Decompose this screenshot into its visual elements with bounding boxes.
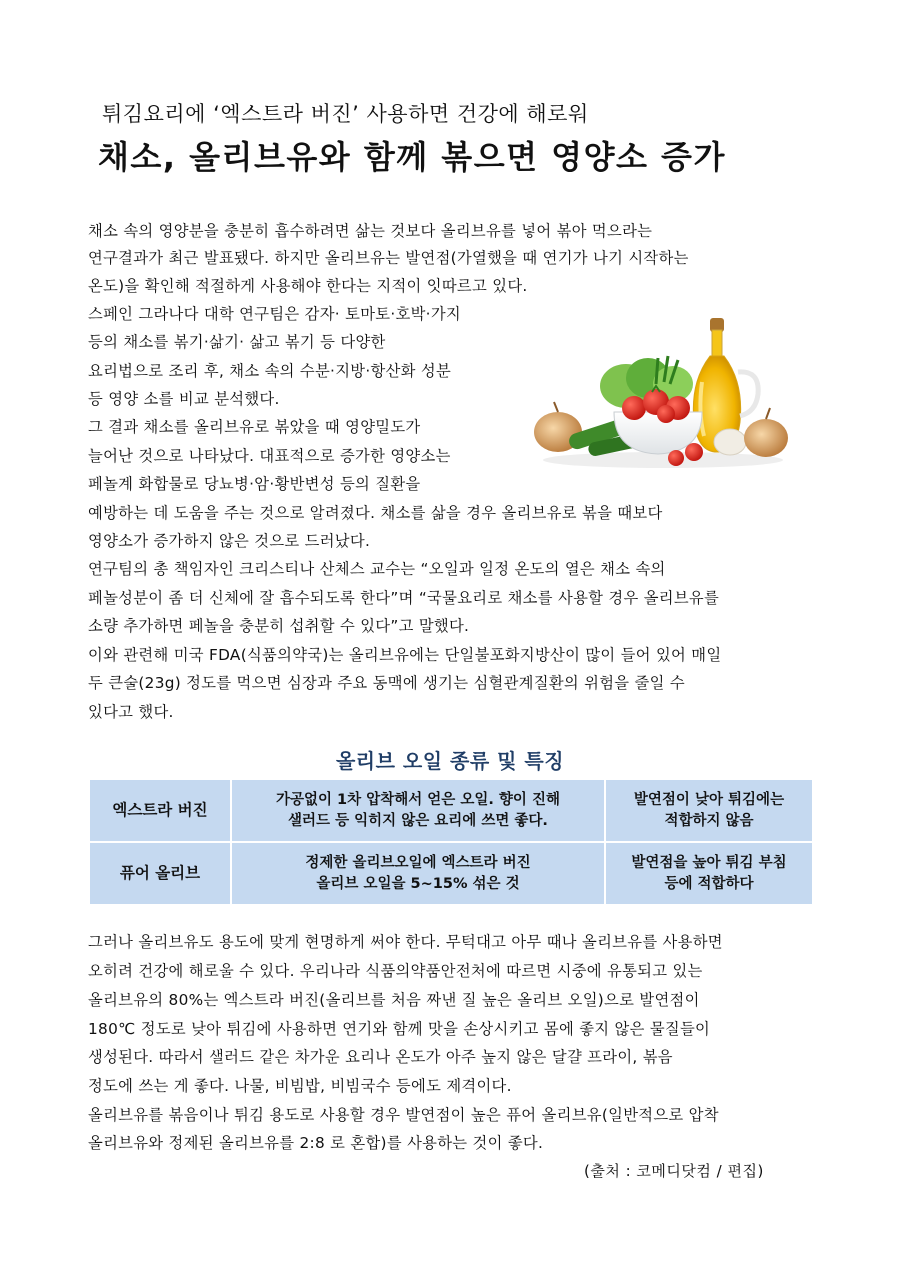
body-line: 예방하는 데 도움을 주는 것으로 알려졌다. 채소를 삶을 경우 올리브유로 볶을 때보다 (88, 504, 663, 522)
body-line: 온도)을 확인해 적절하게 사용해야 한다는 지적이 잇따르고 있다. (88, 277, 528, 295)
oil-type-cell: 퓨어 올리브 (89, 842, 231, 905)
body-line: 늘어난 것으로 나타났다. 대표적으로 증가한 영양소는 (88, 447, 451, 465)
body-line: 소량 추가하면 페놀을 충분히 섭취할 수 있다”고 말했다. (88, 617, 470, 635)
headline: 채소, 올리브유와 함께 볶으면 영양소 증가 (98, 138, 726, 176)
vegetables-olive-oil-image (528, 312, 793, 472)
body-line: 있다고 했다. (88, 703, 174, 721)
cell-line: 정제한 올리브오일에 엑스트라 버진 (305, 854, 531, 871)
cell-line: 등에 적합하다 (664, 875, 754, 892)
body-line: 스페인 그라나다 대학 연구팀은 감자· 토마토·호박·가지 (88, 305, 461, 323)
body-line: 영양소가 증가하지 않은 것으로 드러났다. (88, 532, 371, 550)
table-row (89, 779, 813, 842)
cell-line: 발연점이 낮아 튀김에는 (633, 791, 785, 808)
body-line: 두 큰술(23g) 정도를 먹으면 심장과 주요 동맥에 생기는 심혈관계질환의 위험을 줄일 수 (88, 674, 685, 692)
body-line: 생성된다. 따라서 샐러드 같은 차가운 요리나 온도가 아주 높지 않은 달걀 프라이, 볶음 (88, 1048, 673, 1066)
source-credit: (출처 : 코메디닷컴 / 편집) (584, 1162, 764, 1180)
body-line: 정도에 쓰는 게 좋다. 나물, 비빔밥, 비빔국수 등에도 제격이다. (88, 1077, 512, 1095)
body-line: 올리브유의 80%는 엑스트라 버진(올리브를 처음 짜낸 질 높은 올리브 오일)으로 발연점이 (88, 991, 700, 1009)
body-line: 올리브유와 정제된 올리브유를 2:8 로 혼합)를 사용하는 것이 좋다. (88, 1134, 544, 1152)
cell-line: 적합하지 않음 (664, 812, 754, 829)
body-line: 등 영양 소를 비교 분석했다. (88, 390, 280, 408)
body-line: 그 결과 채소를 올리브유로 볶았을 때 영양밀도가 (88, 418, 421, 436)
body-line: 오히려 건강에 해로울 수 있다. 우리나라 식품의약품안전처에 따르면 시중에 유통되고 있는 (88, 962, 703, 980)
body-line: 올리브유를 볶음이나 튀김 용도로 사용할 경우 발연점이 높은 퓨어 올리브유(일반적으로 압착 (88, 1106, 719, 1124)
oil-desc-cell (231, 779, 605, 842)
subtitle: 튀김요리에 ‘엑스트라 버진’ 사용하면 건강에 해로워 (102, 102, 589, 126)
body-line: 페놀계 화합물로 당뇨병·암·황반변성 등의 질환을 (88, 475, 421, 493)
oil-desc-cell (231, 842, 605, 905)
oil-note-cell (605, 779, 813, 842)
body-line: 180℃ 정도로 낮아 튀김에 사용하면 연기와 함께 맛을 손상시키고 몸에 좋지 않은 물질들이 (88, 1020, 711, 1038)
olive-oil-table (88, 778, 814, 906)
oil-type-cell: 엑스트라 버진 (89, 779, 231, 842)
cell-line: 샐러드 등 익히지 않은 요리에 쓰면 좋다. (288, 812, 548, 829)
table-row (89, 842, 813, 905)
body-line: 이와 관련해 미국 FDA(식품의약국)는 올리브유에는 단일불포화지방산이 많이 들어 있어 매일 (88, 646, 722, 664)
body-line: 요리법으로 조리 후, 채소 속의 수분·지방·항산화 성분 (88, 362, 452, 380)
body-line: 연구결과가 최근 발표됐다. 하지만 올리브유는 발연점(가열했을 때 연기가 나기 시작하는 (88, 249, 689, 267)
cell-line: 가공없이 1차 압착해서 얻은 오일. 향이 진해 (275, 791, 560, 808)
body-line: 채소 속의 영양분을 충분히 흡수하려면 삶는 것보다 올리브유를 넣어 볶아 먹으라는 (88, 222, 653, 240)
body-line: 연구팀의 총 책임자인 크리스티나 산체스 교수는 “오일과 일정 온도의 열은 채소 속의 (88, 560, 666, 578)
body-line: 페놀성분이 좀 더 신체에 잘 흡수되도록 한다”며 “국물요리로 채소를 사용할 경우 올리브유를 (88, 589, 720, 607)
body-line: 그러나 올리브유도 용도에 맞게 현명하게 써야 한다. 무턱대고 아무 때나 올리브유를 사용하면 (88, 933, 723, 951)
table-title: 올리브 오일 종류 및 특징 (335, 749, 565, 773)
body-line: 등의 채소를 볶기·삶기· 삶고 볶기 등 다양한 (88, 333, 386, 351)
cell-line: 올리브 오일을 5~15% 섞은 것 (316, 875, 520, 892)
cell-line: 발연점을 높아 튀김 부침 (631, 854, 787, 871)
oil-note-cell (605, 842, 813, 905)
